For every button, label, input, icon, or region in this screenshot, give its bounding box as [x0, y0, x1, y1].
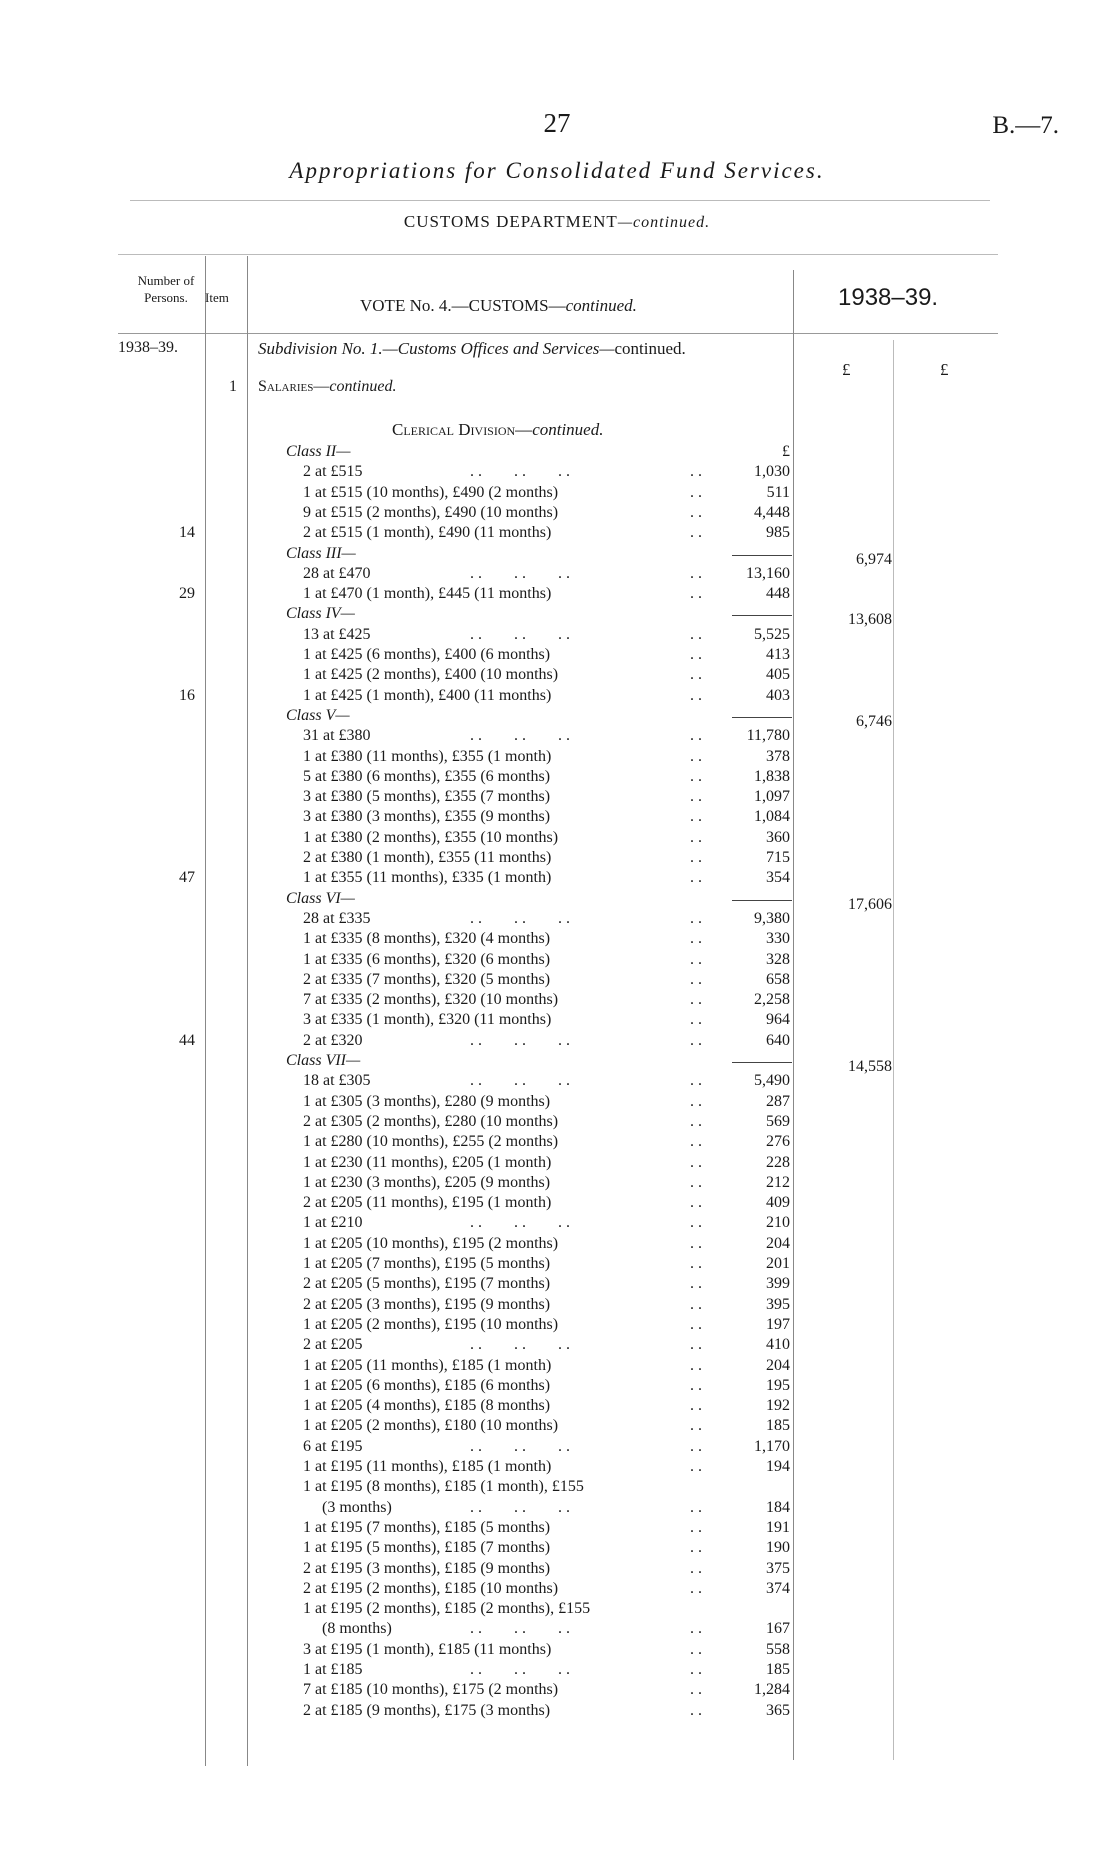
salary-description: 1 at £280 (10 months), £255 (2 months)	[303, 1133, 559, 1151]
leader-dots: . .	[690, 483, 702, 501]
leader-dots: . .	[690, 1498, 702, 1516]
division-label: Clerical Division—	[392, 420, 533, 439]
amount-value: 11,780	[746, 727, 790, 745]
class-heading-row	[0, 706, 1114, 730]
class-heading-row	[0, 443, 1114, 463]
amount-value: 228	[766, 1153, 790, 1171]
item-header: Item	[205, 290, 229, 305]
salary-description: 1 at £380 (11 months), £355 (1 month)	[303, 747, 552, 765]
salary-row	[0, 991, 1114, 1011]
leader-dots: . .	[690, 1011, 702, 1029]
persons-count: 47	[179, 869, 195, 887]
salary-description: 1 at £305 (3 months), £280 (9 months)	[303, 1092, 551, 1110]
salary-description: 2 at £195 (3 months), £185 (9 months)	[303, 1559, 551, 1577]
leader-dots: . .	[690, 1437, 702, 1455]
amount-value: 1,170	[754, 1437, 790, 1455]
amount-value: 409	[766, 1194, 790, 1212]
class-heading-row	[0, 1052, 1114, 1075]
leader-dots: . .	[690, 909, 702, 927]
amount-value: 328	[766, 950, 790, 968]
amount-value: 185	[766, 1417, 790, 1435]
amount-value: 212	[766, 1173, 790, 1191]
amount-value: 287	[766, 1092, 790, 1110]
number-of-persons-header: Number of Persons.	[137, 273, 195, 305]
leader-dots: . .	[690, 564, 702, 582]
leader-dots: . . . . . .	[470, 909, 570, 927]
salary-description: 2 at £205 (5 months), £195 (7 months)	[303, 1275, 551, 1293]
amount-value: 330	[766, 930, 790, 948]
salary-row	[0, 1011, 1114, 1031]
salary-description: 2 at £205	[303, 1336, 363, 1354]
pound-sign-total: £	[940, 360, 949, 379]
salary-row	[0, 484, 1114, 504]
amount-value: 9,380	[754, 909, 790, 927]
page-title: Appropriations for Consolidated Fund Services.	[289, 158, 825, 183]
salary-description: 31 at £380	[303, 727, 371, 745]
amount-value: 191	[766, 1518, 790, 1536]
salary-row	[0, 1357, 1114, 1377]
salary-description: 28 at £335	[303, 909, 371, 927]
leader-dots: . .	[690, 503, 702, 521]
leader-dots: . .	[690, 1640, 702, 1658]
amount-value: 184	[766, 1498, 790, 1516]
salary-description: 9 at £515 (2 months), £490 (10 months)	[303, 503, 559, 521]
salary-description: 2 at £515	[303, 463, 363, 481]
salary-description: 1 at £195 (11 months), £185 (1 month)	[303, 1458, 552, 1475]
department-name: CUSTOMS DEPARTMENT	[403, 212, 618, 231]
document-reference: B.—7.	[992, 112, 1059, 139]
leader-dots: . .	[690, 1579, 702, 1597]
amount-value: 405	[766, 666, 790, 684]
amount-value: 2,258	[754, 991, 790, 1009]
salary-row	[0, 1255, 1114, 1275]
salary-description: 1 at £515 (10 months), £490 (2 months)	[303, 483, 559, 501]
amount-value: 360	[766, 828, 790, 846]
salary-row	[0, 1133, 1114, 1153]
amount-value: 374	[766, 1579, 790, 1597]
salary-description: 6 at £195	[303, 1437, 363, 1455]
leader-dots: . .	[690, 1092, 702, 1110]
salary-row	[0, 1336, 1114, 1356]
salary-description: 2 at £515 (1 month), £490 (11 months)	[303, 524, 552, 542]
leader-dots: . .	[690, 1681, 702, 1699]
salary-description: 5 at £380 (6 months), £355 (6 months)	[303, 767, 551, 785]
amount-value: 558	[766, 1640, 790, 1658]
salary-row	[0, 1377, 1114, 1397]
leader-dots: . .	[690, 1539, 702, 1557]
salary-description: 1 at £185	[303, 1661, 363, 1678]
leader-dots: . . . . . .	[470, 1336, 570, 1354]
salary-description: 2 at £205 (11 months), £195 (1 month)	[303, 1194, 552, 1212]
leader-dots: . . . . . .	[470, 625, 570, 643]
salary-row	[0, 1174, 1114, 1194]
salary-row	[0, 951, 1114, 971]
class-total-value: 6,746	[856, 712, 892, 730]
salary-row	[0, 1316, 1114, 1336]
leader-dots: . . . . . .	[470, 1620, 570, 1638]
leader-dots: . . . . . .	[470, 1498, 570, 1516]
division-suffix: continued.	[532, 420, 604, 439]
salary-row	[0, 1154, 1114, 1174]
salary-row	[0, 1214, 1114, 1234]
salary-row	[0, 687, 1114, 707]
vote-header	[360, 296, 637, 316]
persons-count: 14	[179, 524, 195, 542]
leader-dots: . .	[690, 585, 702, 603]
amount-value: 167	[766, 1620, 790, 1638]
leader-dots: . .	[690, 1661, 702, 1678]
leader-dots: . .	[690, 970, 702, 988]
salary-row	[0, 565, 1114, 585]
amount-value: 375	[766, 1559, 790, 1577]
salary-description: 7 at £185 (10 months), £175 (2 months)	[303, 1681, 559, 1699]
salaries-heading	[258, 378, 396, 396]
salary-row	[0, 1194, 1114, 1214]
salary-description: 1 at £205 (2 months), £180 (10 months)	[303, 1417, 559, 1435]
pound-sign-year: £	[842, 360, 851, 379]
salary-row	[0, 1519, 1114, 1539]
leader-dots: . .	[690, 1315, 702, 1333]
salary-description: 28 at £470	[303, 564, 371, 582]
amount-value: 210	[766, 1214, 790, 1232]
subtotal-rule	[732, 717, 792, 718]
salary-row	[0, 1641, 1114, 1661]
leader-dots: . .	[690, 849, 702, 866]
salaries-label: Salaries—	[258, 378, 330, 395]
salary-row	[0, 463, 1114, 483]
amount-value: 365	[766, 1701, 790, 1719]
amount-value: 5,525	[754, 625, 790, 643]
leader-dots: . .	[690, 666, 702, 684]
class-label: Class VI—	[286, 889, 355, 907]
salary-description: (8 months)	[322, 1620, 392, 1638]
class-label: Class III—	[286, 544, 356, 562]
leader-dots: . . . . . .	[470, 1437, 570, 1455]
salary-row	[0, 646, 1114, 666]
salary-row	[0, 768, 1114, 788]
salary-row	[0, 1438, 1114, 1458]
salary-row	[0, 1560, 1114, 1580]
amount-value: 511	[766, 483, 790, 501]
salary-row	[0, 748, 1114, 768]
leader-dots: . .	[690, 524, 702, 542]
leader-dots: . .	[690, 686, 702, 704]
salary-description: 2 at £320	[303, 1031, 363, 1049]
leader-dots: . .	[690, 1275, 702, 1293]
leader-dots: . .	[690, 1194, 702, 1212]
leader-dots: . .	[690, 1559, 702, 1577]
salary-row	[0, 1620, 1114, 1640]
persons-count: 16	[179, 686, 195, 704]
class-label: Class V—	[286, 706, 350, 724]
salary-row	[0, 1275, 1114, 1295]
leader-dots: . . . . . .	[470, 1661, 570, 1678]
leader-dots: . .	[690, 1336, 702, 1354]
amount-value: 192	[766, 1397, 790, 1415]
amount-value: 1,097	[754, 788, 790, 806]
class-heading-row	[0, 544, 1114, 568]
leader-dots: . .	[690, 1234, 702, 1252]
subdivision-heading	[258, 339, 686, 359]
amount-value: 964	[766, 1011, 790, 1029]
leader-dots: . .	[690, 1214, 702, 1232]
amount-value: 185	[766, 1661, 790, 1678]
page-number: 27	[543, 108, 571, 138]
salary-description: 1 at £335 (8 months), £320 (4 months)	[303, 930, 551, 948]
leader-dots: . . . . . .	[470, 1031, 570, 1049]
amount-value: 395	[766, 1295, 790, 1313]
salary-description: 1 at £380 (2 months), £355 (10 months)	[303, 828, 559, 846]
salary-row	[0, 869, 1114, 889]
subtotal-rule	[732, 900, 792, 901]
persons-count: 44	[179, 1031, 195, 1049]
leader-dots: . .	[690, 1112, 702, 1130]
leader-dots: . .	[690, 767, 702, 785]
amount-value: 1,030	[754, 463, 790, 481]
salary-row	[0, 727, 1114, 747]
salary-row	[0, 971, 1114, 991]
salary-description: 1 at £195 (5 months), £185 (7 months)	[303, 1539, 551, 1557]
salary-description: 1 at £205 (4 months), £185 (8 months)	[303, 1397, 551, 1415]
salary-row	[0, 1072, 1114, 1092]
salary-row	[0, 930, 1114, 950]
amount-value: 194	[766, 1458, 790, 1475]
class-label: Class II—	[286, 443, 351, 460]
salary-row	[0, 1539, 1114, 1559]
leader-dots: . .	[690, 1133, 702, 1151]
salary-description: (3 months)	[322, 1498, 392, 1516]
salary-description: 1 at £425 (6 months), £400 (6 months)	[303, 646, 551, 663]
salary-row	[0, 1093, 1114, 1113]
header-bottom-rule	[118, 333, 998, 334]
leader-dots: . .	[690, 646, 702, 663]
amount-value: 1,084	[754, 808, 790, 826]
salary-description: 1 at £355 (11 months), £335 (1 month)	[303, 869, 552, 887]
salary-description: 2 at £380 (1 month), £355 (11 months)	[303, 849, 552, 866]
leader-dots: . .	[690, 808, 702, 826]
subtotal-rule	[732, 555, 792, 556]
amount-value: 13,160	[746, 564, 790, 582]
salary-row	[0, 504, 1114, 524]
amount-value: 410	[766, 1336, 790, 1354]
vote-title: VOTE No. 4.—CUSTOMS—	[360, 296, 566, 315]
amount-value: 403	[766, 686, 790, 704]
salary-description: 1 at £425 (2 months), £400 (10 months)	[303, 666, 559, 684]
leader-dots: . . . . . .	[470, 1214, 570, 1232]
amount-value: 569	[766, 1112, 790, 1130]
leader-dots: . .	[690, 1417, 702, 1435]
subdivision-suffix: continued.	[614, 339, 686, 358]
table-top-rule	[118, 254, 998, 255]
salary-description: 1 at £205 (6 months), £185 (6 months)	[303, 1376, 551, 1394]
leader-dots: . .	[690, 1458, 702, 1475]
leader-dots: . .	[690, 1031, 702, 1049]
salary-row	[0, 1478, 1114, 1498]
leader-dots: . .	[690, 1356, 702, 1374]
amount-value: 658	[766, 970, 790, 988]
leader-dots: . .	[690, 930, 702, 948]
year-header: 1938–39.	[838, 284, 939, 311]
class-heading-row	[0, 605, 1114, 629]
amount-value: £	[782, 443, 790, 460]
item-number: 1	[229, 378, 237, 395]
salary-description: 1 at £210	[303, 1214, 363, 1232]
salary-row	[0, 1681, 1114, 1701]
salary-row	[0, 1458, 1114, 1478]
salary-description: 2 at £335 (7 months), £320 (5 months)	[303, 970, 551, 988]
class-total-value: 13,608	[848, 611, 892, 629]
salary-description: 7 at £335 (2 months), £320 (10 months)	[303, 991, 559, 1009]
division-heading	[392, 420, 603, 440]
class-total-value: 14,558	[848, 1058, 892, 1075]
salary-row	[0, 1702, 1114, 1722]
leader-dots: . .	[690, 1153, 702, 1171]
title-rule	[130, 200, 990, 201]
salary-description: 13 at £425	[303, 625, 371, 643]
salary-description: 1 at £205 (2 months), £195 (10 months)	[303, 1315, 559, 1333]
salary-description: 1 at £205 (7 months), £195 (5 months)	[303, 1255, 551, 1272]
salary-row	[0, 1661, 1114, 1681]
amount-value: 354	[766, 869, 790, 887]
amount-value: 640	[766, 1031, 790, 1049]
class-total-value: 17,606	[848, 895, 892, 913]
department-heading	[0, 212, 1114, 232]
salary-row	[0, 829, 1114, 849]
leader-dots: . .	[690, 1255, 702, 1272]
leader-dots: . .	[690, 1518, 702, 1536]
salary-row	[0, 1032, 1114, 1052]
salary-description: 18 at £305	[303, 1072, 371, 1090]
persons-year-label: 1938–39.	[118, 339, 178, 356]
leader-dots: . .	[690, 1295, 702, 1313]
salary-description: 3 at £335 (1 month), £320 (11 months)	[303, 1011, 552, 1029]
vote-suffix: continued.	[565, 296, 637, 315]
salary-row	[0, 626, 1114, 646]
leader-dots: . .	[690, 1072, 702, 1090]
salary-row	[0, 1417, 1114, 1437]
amount-value: 378	[766, 747, 790, 765]
salary-row	[0, 585, 1114, 605]
amount-value: 195	[766, 1376, 790, 1394]
leader-dots: . . . . . .	[470, 463, 570, 481]
leader-dots: . . . . . .	[470, 564, 570, 582]
salary-row	[0, 808, 1114, 828]
salary-row	[0, 1499, 1114, 1519]
amount-value: 1,838	[754, 767, 790, 785]
class-label: Class VII—	[286, 1052, 361, 1069]
amount-value: 413	[766, 646, 790, 663]
salary-row	[0, 1235, 1114, 1255]
salary-row	[0, 1113, 1114, 1133]
salary-row	[0, 1296, 1114, 1316]
salary-description: 2 at £205 (3 months), £195 (9 months)	[303, 1295, 551, 1313]
salary-row	[0, 524, 1114, 544]
salary-description: 1 at £195 (8 months), £185 (1 month), £155	[303, 1478, 584, 1496]
salary-description: 3 at £195 (1 month), £185 (11 months)	[303, 1640, 552, 1658]
leader-dots: . .	[690, 727, 702, 745]
amount-value: 985	[766, 524, 790, 542]
leader-dots: . .	[690, 828, 702, 846]
amount-value: 715	[766, 849, 790, 866]
leader-dots: . .	[690, 625, 702, 643]
leader-dots: . .	[690, 1620, 702, 1638]
salary-row	[0, 1600, 1114, 1620]
salary-description: 1 at £205 (11 months), £185 (1 month)	[303, 1356, 552, 1374]
amount-value: 201	[766, 1255, 790, 1272]
leader-dots: . .	[690, 991, 702, 1009]
class-total-value: 6,974	[856, 550, 892, 568]
salary-description: 1 at £425 (1 month), £400 (11 months)	[303, 686, 552, 704]
class-label: Class IV—	[286, 605, 355, 623]
salary-row	[0, 1397, 1114, 1417]
amount-value: 204	[766, 1356, 790, 1374]
amount-value: 276	[766, 1133, 790, 1151]
salary-description: 1 at £230 (3 months), £205 (9 months)	[303, 1173, 551, 1191]
leader-dots: . .	[690, 747, 702, 765]
salaries-suffix: continued.	[329, 378, 397, 395]
salary-description: 2 at £305 (2 months), £280 (10 months)	[303, 1112, 559, 1130]
persons-count: 29	[179, 585, 195, 603]
salary-description: 1 at £195 (2 months), £185 (2 months), £155	[303, 1600, 591, 1618]
leader-dots: . .	[690, 788, 702, 806]
leader-dots: . .	[690, 1397, 702, 1415]
subtotal-rule	[732, 1062, 792, 1063]
salary-description: 1 at £205 (10 months), £195 (2 months)	[303, 1234, 559, 1252]
amount-value: 190	[766, 1539, 790, 1557]
salary-row	[0, 788, 1114, 808]
subdivision-title: Subdivision No. 1.—Customs Offices and Services—	[258, 339, 615, 358]
salary-description: 3 at £380 (5 months), £355 (7 months)	[303, 788, 551, 806]
salary-description: 1 at £195 (7 months), £185 (5 months)	[303, 1518, 551, 1536]
salary-row	[0, 910, 1114, 930]
amount-value: 204	[766, 1234, 790, 1252]
amount-value: 4,448	[754, 503, 790, 521]
amount-value: 1,284	[754, 1681, 790, 1699]
salary-row	[0, 1580, 1114, 1600]
leader-dots: . . . . . .	[470, 727, 570, 745]
salary-row	[0, 666, 1114, 686]
leader-dots: . .	[690, 463, 702, 481]
leader-dots: . .	[690, 950, 702, 968]
amount-value: 5,490	[754, 1072, 790, 1090]
leader-dots: . . . . . .	[470, 1072, 570, 1090]
department-suffix: —continued.	[617, 214, 711, 231]
amount-value: 399	[766, 1275, 790, 1293]
amount-value: 448	[766, 585, 790, 603]
leader-dots: . .	[690, 1376, 702, 1394]
class-heading-row	[0, 889, 1114, 913]
subtotal-rule	[732, 615, 792, 616]
salary-description: 3 at £380 (3 months), £355 (9 months)	[303, 808, 551, 826]
leader-dots: . .	[690, 869, 702, 887]
amount-value: 197	[766, 1315, 790, 1333]
leader-dots: . .	[690, 1173, 702, 1191]
salary-description: 2 at £185 (9 months), £175 (3 months)	[303, 1701, 551, 1719]
salary-row	[0, 849, 1114, 869]
leader-dots: . .	[690, 1701, 702, 1719]
salary-description: 1 at £230 (11 months), £205 (1 month)	[303, 1153, 552, 1171]
salary-description: 1 at £470 (1 month), £445 (11 months)	[303, 585, 552, 603]
salary-description: 2 at £195 (2 months), £185 (10 months)	[303, 1579, 559, 1597]
salary-description: 1 at £335 (6 months), £320 (6 months)	[303, 950, 551, 968]
